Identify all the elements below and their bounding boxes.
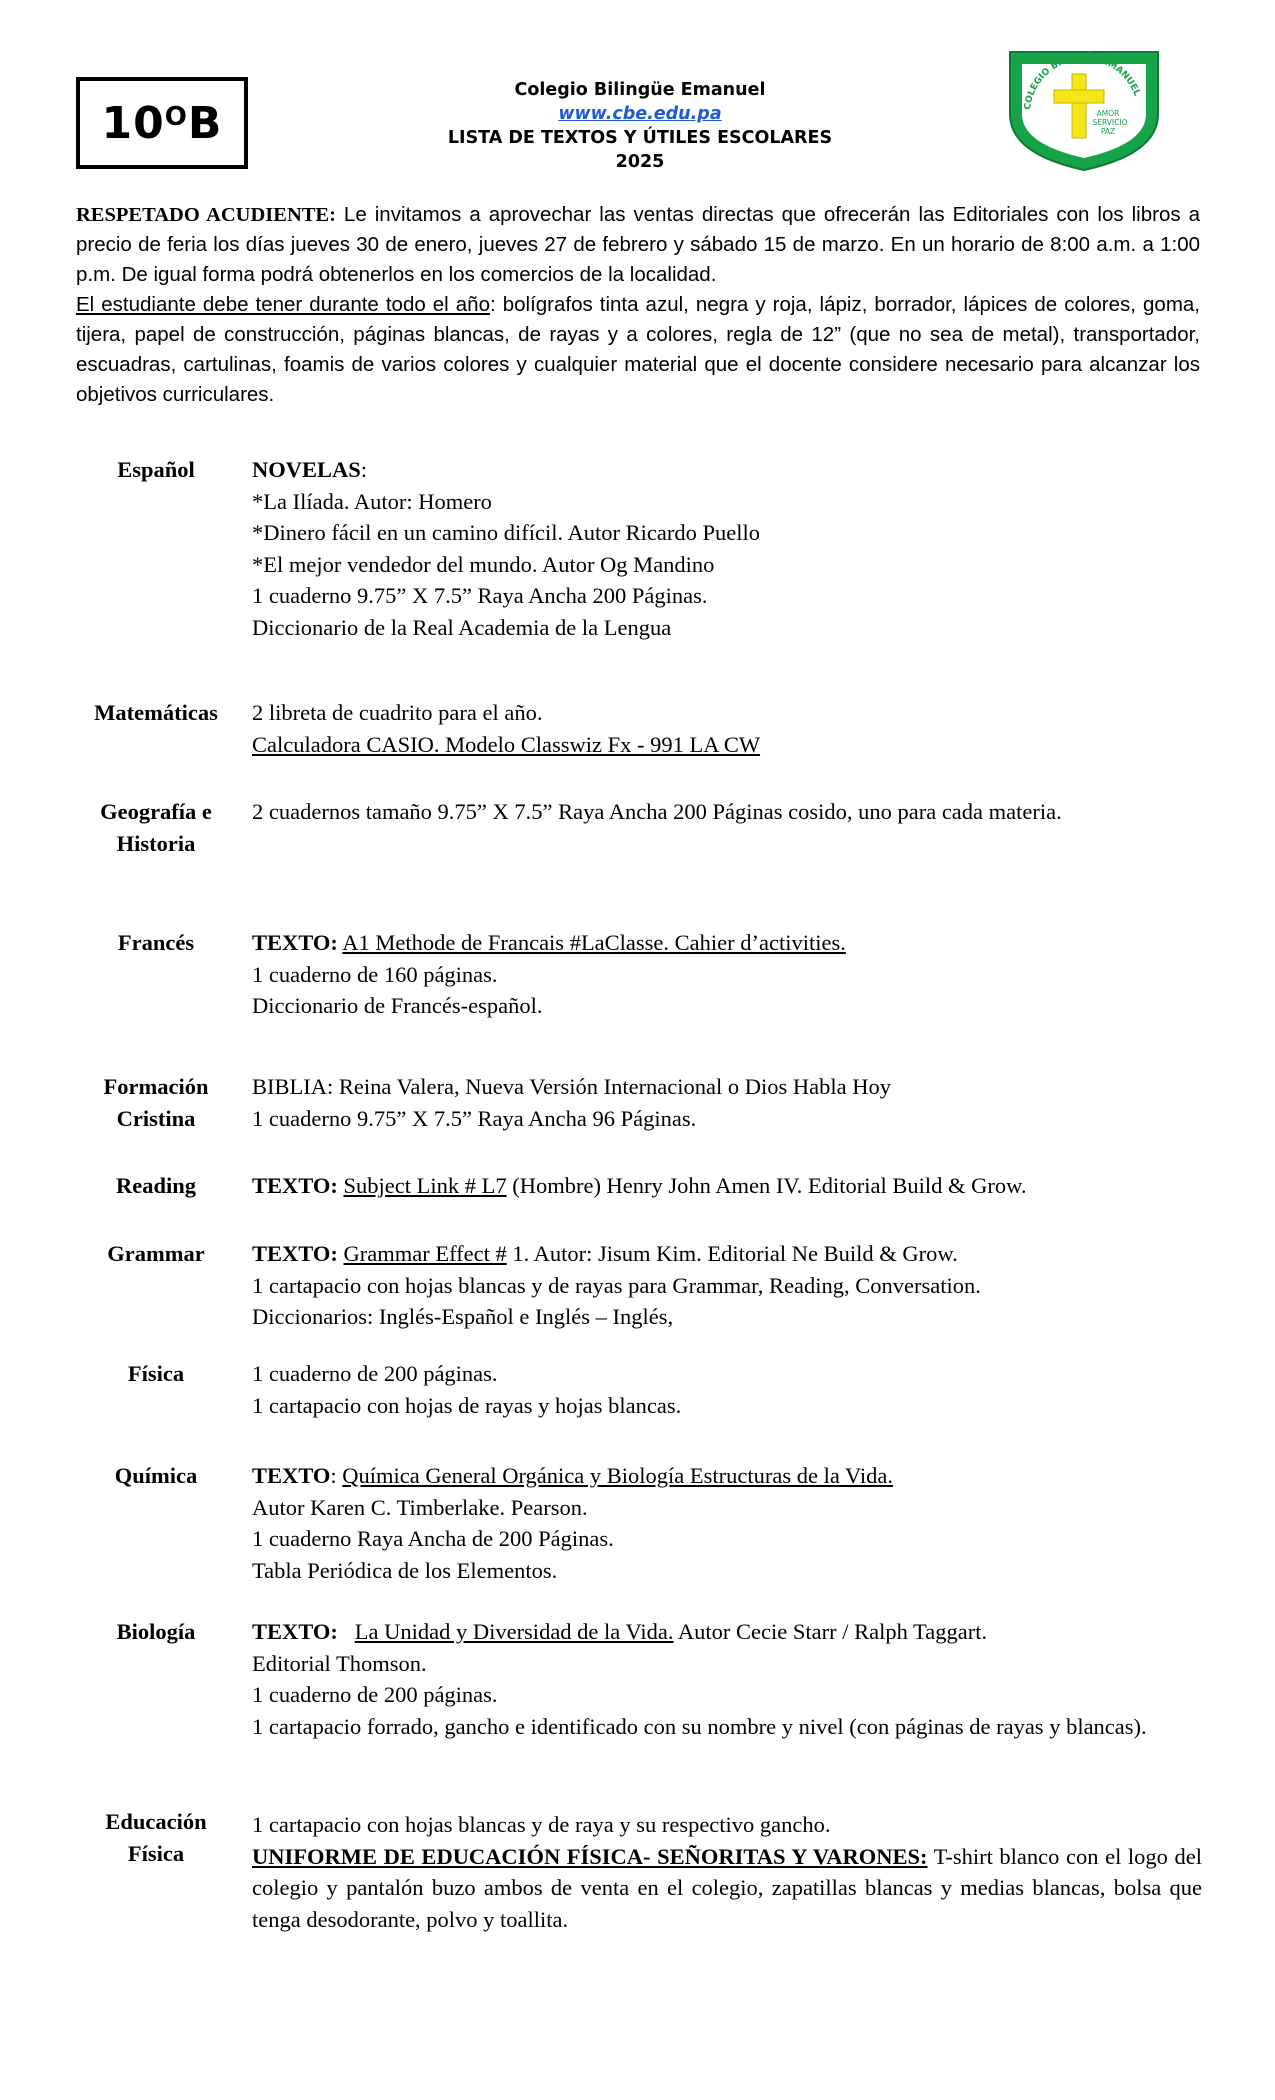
list-item: *La Ilíada. Autor: Homero <box>252 488 492 514</box>
subject-label: Historia <box>116 830 196 856</box>
logo-founded-text: Fundado 1985 <box>1042 132 1121 158</box>
uniform-text: T-shirt blanco con el logo del colegio y pantalón buzo ambos de venta en el colegio, zapatillas blancas y medias blancas, bolsa que tenga desodorante, polvo y toallita. <box>252 1843 1202 1932</box>
supplies-heading: El estudiante debe tener durante todo el año <box>76 293 490 316</box>
subject-label: Geografía e <box>100 799 212 824</box>
document-header <box>380 78 900 174</box>
list-item: 1 cuaderno de 200 páginas. <box>252 1682 498 1707</box>
list-item: 1 cuaderno 9.75” X 7.5” Raya Ancha 96 Páginas. <box>252 1105 697 1131</box>
text-label: TEXTO <box>252 1463 331 1488</box>
novels-heading: NOVELAS <box>252 457 361 482</box>
subject-label: Biología <box>116 1619 196 1644</box>
textbook-title: Subject Link # L7 <box>343 1173 507 1198</box>
grade-superscript: O <box>164 102 188 132</box>
list-item: 1 cuaderno de 160 páginas. <box>252 961 498 987</box>
list-item: *Dinero fácil en un camino difícil. Autor Ricardo Puello <box>252 520 760 545</box>
list-item: 1 cuaderno de 200 páginas. <box>252 1361 498 1386</box>
text-label: TEXTO: <box>252 1241 338 1266</box>
school-website-link[interactable]: www.cbe.edu.pa <box>558 104 722 124</box>
intro-lead: RESPETADO ACUDIENTE: <box>76 204 336 226</box>
subject-label: Formación <box>103 1074 209 1099</box>
uniform-heading: UNIFORME DE EDUCACIÓN FÍSICA- SEÑORITAS Y VARONES: <box>252 1843 928 1869</box>
subject-label: Física <box>127 1840 185 1866</box>
list-item: 2 libreta de cuadrito para el año. <box>252 700 543 725</box>
subject-label: Español <box>117 457 195 482</box>
textbook-title: Grammar Effect # <box>343 1241 507 1266</box>
list-item: 1 cuaderno Raya Ancha de 200 Páginas. <box>252 1526 614 1551</box>
subject-label: Reading <box>115 1173 196 1198</box>
list-item: 1 cartapacio forrado, gancho e identificado con su nombre y nivel (con páginas de rayas y blancas). <box>252 1713 1147 1739</box>
logo-motto-2: SERVICIO <box>1092 118 1128 127</box>
textbook-details: (Hombre) Henry John Amen IV. Editorial Build & Grow. <box>506 1173 1027 1198</box>
textbook-details: 1. Autor: Jisum Kim. Editorial Ne Build & Grow. <box>506 1241 958 1266</box>
school-name: Colegio Bilingüe Emanuel <box>514 80 766 100</box>
list-item: 1 cartapacio con hojas de rayas y hojas blancas. <box>252 1392 682 1418</box>
logo-ring-text: COLEGIO BILINGÜE EMANUEL <box>1023 52 1142 111</box>
subject-label: Física <box>127 1361 185 1386</box>
textbook-details: Autor Cecie Starr / Ralph Taggart. <box>673 1619 988 1644</box>
list-item: Diccionario de la Real Academia de la Lengua <box>252 614 672 640</box>
grade-letter: B <box>187 97 223 149</box>
grade-badge <box>76 77 248 169</box>
list-item: Diccionario de Francés-español. <box>252 993 543 1018</box>
logo-motto-3: PAZ <box>1100 127 1116 136</box>
textbook-title: La Unidad y Diversidad de la Vida. <box>354 1619 674 1644</box>
grade-number: 10 <box>101 97 165 149</box>
list-item: 1 cuaderno 9.75” X 7.5” Raya Ancha 200 Páginas. <box>252 583 708 608</box>
intro-paragraph: Le invitamos a aprovechar las ventas directas que ofrecerán las Editoriales con los libros a precio de feria los días jueves 30 de enero, jueves 27 de febrero y sábado 15 de marzo. En un horario de 8:00 a.m. a 1:00 p.m. De igual forma podrá obtenerlos en los comercios de la localidad. <box>76 203 1201 286</box>
list-title: LISTA DE TEXTOS Y ÚTILES ESCOLARES <box>447 128 833 148</box>
school-year: 2025 <box>615 152 665 172</box>
school-logo <box>1004 44 1164 174</box>
text-label: TEXTO: <box>252 1619 338 1644</box>
list-item: 1 cartapacio con hojas blancas y de raya y su respectivo gancho. <box>252 1812 831 1837</box>
list-item: 2 cuadernos tamaño 9.75” X 7.5” Raya Ancha 200 Páginas cosido, uno para cada materia. <box>252 799 1062 824</box>
supplies-text: : bolígrafos tinta azul, negra y roja, lápiz, borrador, lápices de colores, goma, tijera, papel de construcción, páginas blancas, de rayas y a colores, regla de 12” (que no sea de metal), transportador, escuadras, cartulinas, foamis de varios colores y cualquier material que el docente considere necesario para alcanzar los objetivos curriculares. <box>76 293 1200 406</box>
subject-label: Francés <box>117 930 195 955</box>
subject-label: Educación <box>105 1809 207 1834</box>
list-item: Tabla Periódica de los Elementos. <box>252 1557 558 1583</box>
text-label: TEXTO: <box>252 930 338 955</box>
list-item: 1 cartapacio con hojas blancas y de rayas para Grammar, Reading, Conversation. <box>252 1272 981 1298</box>
list-item: Editorial Thomson. <box>252 1650 427 1676</box>
subject-label: Grammar <box>107 1241 205 1266</box>
list-item: Diccionarios: Inglés-Español e Inglés – Inglés, <box>252 1304 674 1329</box>
subject-label: Química <box>114 1463 198 1488</box>
logo-motto-1: AMOR <box>1096 109 1120 118</box>
novels-colon: : <box>360 457 368 482</box>
subject-label: Cristina <box>116 1105 196 1131</box>
subject-label: Matemáticas <box>94 700 218 725</box>
list-item: BIBLIA: Reina Valera, Nueva Versión Internacional o Dios Habla Hoy <box>252 1074 891 1099</box>
list-item: Autor Karen C. Timberlake. Pearson. <box>252 1494 588 1520</box>
text-label-colon: : <box>330 1463 343 1488</box>
textbook-title: Química General Orgánica y Biología Estructuras de la Vida. <box>342 1463 894 1488</box>
list-item: *El mejor vendedor del mundo. Autor Og Mandino <box>252 551 715 577</box>
text-label: TEXTO: <box>252 1173 338 1198</box>
intro-notice <box>76 200 1200 410</box>
list-item: Calculadora CASIO. Modelo Classwiz Fx - 991 LA CW <box>252 731 761 757</box>
textbook-title: A1 Methode de Francais #LaClasse. Cahier d’activities. <box>342 930 846 955</box>
